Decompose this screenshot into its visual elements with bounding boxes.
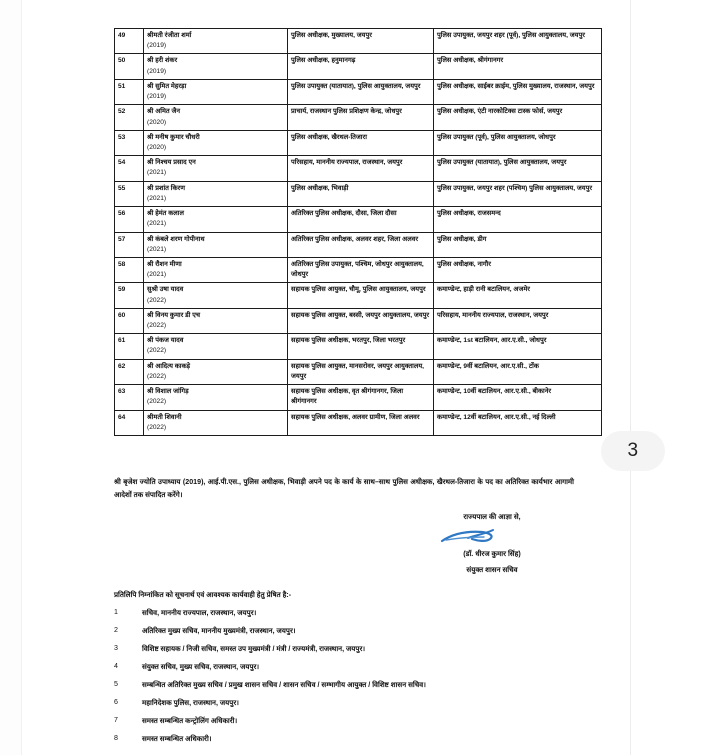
officer-batch-year: (2022) bbox=[147, 296, 167, 304]
copy-to-item bbox=[114, 644, 584, 662]
officer-batch-year: (2021) bbox=[147, 271, 167, 279]
by-order-of-governor-text: राज्यपाल की आज्ञा से, bbox=[463, 513, 521, 521]
officer-batch-year: (2020) bbox=[147, 143, 167, 151]
table-row bbox=[115, 207, 602, 232]
signature-block bbox=[402, 512, 582, 576]
officer-batch-year: (2021) bbox=[147, 220, 167, 228]
signatory-name: (डॉ. धीरज कुमार सिंह) bbox=[463, 549, 521, 558]
cell-serial: 51 bbox=[115, 79, 144, 104]
table-row bbox=[115, 54, 602, 79]
cell-new-posting: पुलिस अधीक्षक, डीग bbox=[434, 232, 602, 257]
table-row bbox=[115, 359, 602, 384]
cell-officer-name bbox=[144, 105, 288, 130]
officer-name-text: श्री कंबले शरण गोपीनाथ bbox=[147, 235, 205, 243]
cell-officer-name bbox=[144, 334, 288, 359]
document-page bbox=[22, 0, 630, 755]
cell-new-posting: पुलिस उपायुक्त (पूर्व), पुलिस आयुक्तालय, जोधपुर bbox=[434, 130, 602, 155]
cell-officer-name bbox=[144, 54, 288, 79]
cell-current-posting: सहायक पुलिस आयुक्त, चौमू, पुलिस आयुक्तालय, जयपुर bbox=[288, 283, 434, 308]
officer-batch-year: (2019) bbox=[147, 67, 167, 75]
officer-batch-year: (2022) bbox=[147, 423, 167, 431]
officer-batch-year: (2022) bbox=[147, 398, 167, 406]
officer-name-text: श्री प्रशांत किरण bbox=[147, 184, 185, 192]
cell-current-posting: अतिरिक्त पुलिस अधीक्षक, दौसा, जिला दौसा bbox=[288, 207, 434, 232]
cell-serial: 49 bbox=[115, 29, 144, 54]
cell-officer-name bbox=[144, 207, 288, 232]
copy-to-item-text: समस्त सम्बन्धित कन्ट्रोलिंग अधिकारी। bbox=[142, 717, 238, 725]
signatory-designation: संयुक्त शासन सचिव bbox=[466, 566, 518, 575]
cell-new-posting: पुलिस उपायुक्त, जयपुर शहर (पूर्व), पुलिस आयुक्तालय, जयपुर bbox=[434, 29, 602, 54]
cell-officer-name bbox=[144, 181, 288, 206]
cell-serial: 52 bbox=[115, 105, 144, 130]
cell-new-posting: पुलिस अधीक्षक, साईबर क्राईम, पुलिस मुख्यालय, राजस्थान, जयपुर bbox=[434, 79, 602, 104]
officer-name-text: श्री अमित जैन bbox=[147, 108, 181, 116]
cell-serial: 50 bbox=[115, 54, 144, 79]
officer-batch-year: (2019) bbox=[147, 93, 167, 101]
cell-serial: 60 bbox=[115, 308, 144, 333]
cell-officer-name bbox=[144, 359, 288, 384]
cell-serial: 62 bbox=[115, 359, 144, 384]
posting-transfer-table bbox=[114, 28, 602, 436]
table-row bbox=[115, 130, 602, 155]
officer-name-text: श्री निश्चय प्रसाद एन bbox=[147, 159, 196, 167]
cell-officer-name bbox=[144, 79, 288, 104]
page-number-indicator: 3 bbox=[601, 431, 665, 471]
table-row bbox=[115, 257, 602, 282]
viewer-right-gutter bbox=[630, 0, 706, 755]
officer-name-text: श्री सुमित मेहरड़ा bbox=[147, 82, 187, 90]
copy-to-item bbox=[114, 608, 584, 626]
officer-name-text: श्री पंकज यादव bbox=[147, 337, 184, 345]
officer-batch-year: (2020) bbox=[147, 118, 167, 126]
cell-new-posting: पुलिस अधीक्षक, श्रीगंगानगर bbox=[434, 54, 602, 79]
cell-officer-name bbox=[144, 257, 288, 282]
cell-current-posting: सहायक पुलिस अधीक्षक, अलवर ग्रामीण, जिला अलवर bbox=[288, 410, 434, 435]
officer-name-text: श्री हरी शंकर bbox=[147, 57, 178, 65]
cell-serial: 64 bbox=[115, 410, 144, 435]
cell-officer-name bbox=[144, 232, 288, 257]
cell-new-posting: पुलिस अधीक्षक, नागौर bbox=[434, 257, 602, 282]
officer-name-text: श्री हेमंत कलाल bbox=[147, 210, 184, 218]
officer-name-text: श्री आदित्य काकड़े bbox=[147, 362, 191, 370]
cell-serial: 55 bbox=[115, 181, 144, 206]
cell-new-posting: कमाण्डेन्ट, हाड़ी रानी बटालियन, अजमेर bbox=[434, 283, 602, 308]
cell-serial: 61 bbox=[115, 334, 144, 359]
copy-to-item-text: अतिरिक्त मुख्य सचिव, माननीय मुख्यमंत्री, राजस्थान, जयपुर। bbox=[142, 627, 296, 635]
cell-current-posting: पुलिस अधीक्षक, खैरथल-तिजारा bbox=[288, 130, 434, 155]
officer-batch-year: (2021) bbox=[147, 245, 167, 253]
copy-to-list bbox=[114, 608, 584, 752]
copy-to-item-number: 1 bbox=[114, 608, 118, 616]
copy-to-item-number: 4 bbox=[114, 662, 118, 670]
cell-new-posting: पुलिस उपायुक्त (यातायात), पुलिस आयुक्तालय, जयपुर bbox=[434, 156, 602, 181]
copy-to-item bbox=[114, 698, 584, 716]
table-row bbox=[115, 29, 602, 54]
cell-current-posting: अतिरिक्त पुलिस अधीक्षक, अलवर शहर, जिला अलवर bbox=[288, 232, 434, 257]
copy-to-item bbox=[114, 626, 584, 644]
order-paragraph: श्री बृजेश ज्योति उपाध्याय (2019), आई.पी.एस., पुलिस अधीक्षक, भिवाड़ी अपने पद के कार्य के साथ–साथ पुलिस अधीक्षक, खैरथल-तिजारा के पद का अतिरिक्त कार्यभार आगामी आदेशों तक संपादित करेंगे। bbox=[114, 478, 574, 500]
table-row bbox=[115, 156, 602, 181]
cell-serial: 54 bbox=[115, 156, 144, 181]
cell-new-posting: पुलिस अधीक्षक, राजसमन्द bbox=[434, 207, 602, 232]
copy-to-item bbox=[114, 716, 584, 734]
cell-officer-name bbox=[144, 130, 288, 155]
officer-batch-year: (2019) bbox=[147, 42, 167, 50]
cell-new-posting: परिसहाय, माननीय राज्यपाल, राजस्थान, जयपुर bbox=[434, 308, 602, 333]
copy-to-item bbox=[114, 662, 584, 680]
cell-serial: 53 bbox=[115, 130, 144, 155]
cell-current-posting: अतिरिक्त पुलिस उपायुक्त, पश्चिम, जोधपुर आयुक्तालय, जोधपुर bbox=[288, 257, 434, 282]
cell-new-posting: पुलिस उपायुक्त, जयपुर शहर (पश्चिम) पुलिस आयुक्तालय, जयपुर bbox=[434, 181, 602, 206]
copy-to-item bbox=[114, 734, 584, 752]
copy-to-item-number: 5 bbox=[114, 680, 118, 688]
copy-to-heading: प्रतिलिपि निम्नांकित को सूचनार्थ एवं आवश्यक कार्यवाही हेतु प्रेषित है:- bbox=[114, 591, 292, 599]
officer-name-text: श्रीमती रंजीता शर्मा bbox=[147, 32, 192, 39]
table-row bbox=[115, 105, 602, 130]
cell-serial: 57 bbox=[115, 232, 144, 257]
cell-serial: 56 bbox=[115, 207, 144, 232]
officer-name-text: श्री विनय कुमार डी एच bbox=[147, 311, 201, 319]
cell-current-posting: प्राचार्य, राजस्थान पुलिस प्रशिक्षण केन्द्र, जोधपुर bbox=[288, 105, 434, 130]
table-row bbox=[115, 334, 602, 359]
cell-current-posting: सहायक पुलिस अधीक्षक, भरतपुर, जिला भरतपुर bbox=[288, 334, 434, 359]
table-row bbox=[115, 181, 602, 206]
cell-officer-name bbox=[144, 283, 288, 308]
table-row bbox=[115, 79, 602, 104]
cell-current-posting: सहायक पुलिस आयुक्त, बस्सी, जयपुर आयुक्तालय, जयपुर bbox=[288, 308, 434, 333]
copy-to-item-number: 6 bbox=[114, 698, 118, 706]
cell-officer-name bbox=[144, 29, 288, 54]
officer-batch-year: (2021) bbox=[147, 169, 167, 177]
cell-current-posting: सहायक पुलिस अधीक्षक, वृत श्रीगंगानगर, जिला श्रीगंगानगर bbox=[288, 385, 434, 410]
cell-current-posting: पुलिस अधीक्षक, मुख्यालय, जयपुर bbox=[288, 29, 434, 54]
copy-to-item-text: महानिदेशक पुलिस, राजस्थान, जयपुर। bbox=[142, 699, 239, 707]
cell-new-posting: कमाण्डेन्ट, 12वीं बटालियन, आर.ए.सी., नई दिल्ली bbox=[434, 410, 602, 435]
copy-to-item-text: संयुक्त सचिव, मुख्य सचिव, राजस्थान, जयपुर। bbox=[142, 663, 260, 671]
table-row bbox=[115, 232, 602, 257]
copy-to-item-text: विशिष्ट सहायक / निजी सचिव, समस्त उप मुख्यमंत्री / मंत्री / राज्यमंत्री, राजस्थान, जयपुर। bbox=[142, 645, 366, 653]
cell-officer-name bbox=[144, 308, 288, 333]
cell-new-posting: कमाण्डेन्ट, 1st बटालियन, आर.ए.सी., जोधपुर bbox=[434, 334, 602, 359]
copy-to-item-number: 7 bbox=[114, 716, 118, 724]
cell-officer-name bbox=[144, 385, 288, 410]
cell-new-posting: कमाण्डेन्ट, 10वीं बटालियन, आर.ए.सी., बीकानेर bbox=[434, 385, 602, 410]
cell-officer-name bbox=[144, 156, 288, 181]
cell-serial: 63 bbox=[115, 385, 144, 410]
copy-to-item-text: सम्बन्धित अतिरिक्त मुख्य सचिव / प्रमुख शासन सचिव / शासन सचिव / सम्भागीय आयुक्त / विशिष्ट शासन सचिव। bbox=[142, 681, 426, 689]
copy-to-item-number: 3 bbox=[114, 644, 118, 652]
officer-batch-year: (2021) bbox=[147, 194, 167, 202]
cell-current-posting: सहायक पुलिस आयुक्त, मानसरोवर, जयपुर आयुक्तालय, जयपुर bbox=[288, 359, 434, 384]
copy-to-item bbox=[114, 680, 584, 698]
officer-name-text: श्रीमती शिवानी bbox=[147, 413, 182, 421]
cell-new-posting: कमाण्डेन्ट, 9वीं बटालियन, आर.ए.सी., टोंक bbox=[434, 359, 602, 384]
officer-name-text: श्री रौशन मीणा bbox=[147, 260, 182, 268]
signature-ink-mark bbox=[402, 526, 582, 548]
copy-to-item-text: समस्त सम्बन्धित अधिकारी। bbox=[142, 735, 212, 743]
cell-serial: 59 bbox=[115, 283, 144, 308]
officer-name-text: सुश्री उषा यादव bbox=[147, 286, 184, 294]
table-row bbox=[115, 410, 602, 435]
officer-batch-year: (2022) bbox=[147, 372, 167, 380]
cell-new-posting: पुलिस अधीक्षक, एंटी नारकोटिक्स टास्क फोर्स, जयपुर bbox=[434, 105, 602, 130]
table-body bbox=[115, 29, 602, 436]
cell-serial: 58 bbox=[115, 257, 144, 282]
cell-current-posting: पुलिस अधीक्षक, हनुमानगढ़ bbox=[288, 54, 434, 79]
officer-name-text: श्री मनीष कुमार चौधरी bbox=[147, 133, 200, 141]
cell-current-posting: पुलिस अधीक्षक, भिवाड़ी bbox=[288, 181, 434, 206]
copy-to-item-number: 2 bbox=[114, 626, 118, 634]
officer-batch-year: (2022) bbox=[147, 322, 167, 330]
table-row bbox=[115, 308, 602, 333]
copy-to-item-number: 8 bbox=[114, 734, 118, 742]
table-row bbox=[115, 385, 602, 410]
table-row bbox=[115, 283, 602, 308]
cell-current-posting: पुलिस उपायुक्त (यातायात), पुलिस आयुक्तालय, जयपुर bbox=[288, 79, 434, 104]
officer-batch-year: (2022) bbox=[147, 347, 167, 355]
cell-current-posting: परिसहाय, माननीय राज्यपाल, राजस्थान, जयपुर bbox=[288, 156, 434, 181]
officer-name-text: श्री विशाल जांगिड़ bbox=[147, 388, 189, 396]
cell-officer-name bbox=[144, 410, 288, 435]
copy-to-item-text: सचिव, माननीय राज्यपाल, राजस्थान, जयपुर। bbox=[142, 609, 257, 617]
